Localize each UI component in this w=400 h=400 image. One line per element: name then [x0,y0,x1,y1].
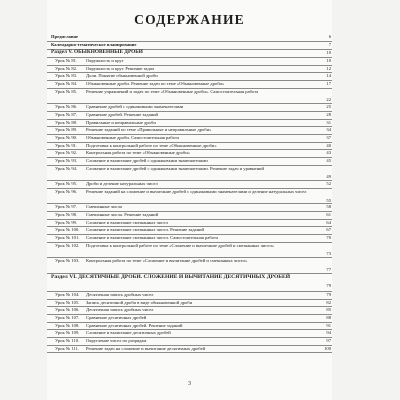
toc-row [47,212,332,220]
toc-entry-title: Сложение и вычитание смешанных чисел [86,219,168,225]
lesson-number: Урок № 89. [55,127,78,133]
toc-entry-title: Окружность и круг. Решение задач [86,65,154,71]
toc-row [47,243,332,259]
toc-page-number: 73 [326,251,331,257]
toc-page-number: 58 [326,204,331,210]
toc-page-number: 6 [328,34,331,39]
lesson-number: Урок № 103. [55,258,80,264]
toc-entry-title: Дроби и деление натуральных чисел [86,181,158,187]
toc-row [47,258,332,274]
toc-page-number: 64 [326,219,331,225]
toc-page-number: 43 [326,150,331,156]
lesson-number: Урок № 82. [55,65,78,71]
toc-page-number: 82 [326,299,331,305]
lesson-number: Урок № 95. [55,181,78,187]
toc-entry-title: Сравнение дробей с одинаковыми знаменателями [86,104,184,110]
toc-page-number: 7 [328,41,331,47]
toc-page-number: 70 [326,235,331,241]
toc-row [47,181,332,189]
toc-entry-title: Подготовка к контрольной работе по теме «Обыкновенные дроби» [86,142,217,148]
lesson-number: Урок № 81. [55,57,78,63]
toc-entry-title: Календарно-тематическое планирование [51,41,137,47]
toc-entry-title: Обыкновенные дроби. Решение задач по теме «Обыкновенные дроби» [86,81,225,87]
toc-entry-title: Округление чисел по разрядам [86,337,147,343]
toc-page-number: 10 [326,57,331,63]
toc-page-number: 49 [326,174,331,180]
toc-row [47,89,332,105]
toc-row [47,323,332,331]
lesson-number: Урок № 102. [55,242,80,248]
toc-entry-title: Решение задач на сложение и вычитание десятичных дробей [86,345,206,351]
toc-entry-title: Контрольная работа по теме «Обыкновенные дроби» [86,150,190,156]
toc-entry-title: Правильные и неправильные дроби [86,119,156,125]
toc-row [47,104,332,112]
toc-entry-title: Сложение и вычитание смешанных чисел. Самостоятельная работа [86,235,219,241]
page-title: СОДЕРЖАНИЕ [134,12,245,27]
toc-row [47,330,332,338]
toc-page-number: 45 [326,158,331,164]
lesson-number: Урок № 109. [55,330,80,336]
toc-row [47,315,332,323]
toc-page-number: 79 [326,291,331,297]
toc-row [47,166,332,182]
lesson-number: Урок № 111. [55,345,80,351]
toc-entry-title: Раздел V. ОБЫКНОВЕННЫЕ ДРОБИ [51,48,143,55]
toc-page-number: 37 [326,134,331,140]
toc-page-number: 88 [326,314,331,320]
lesson-number: Урок № 88. [55,119,78,125]
toc-page-number: 31 [326,119,331,125]
toc-page-number: 34 [326,127,331,133]
toc-row [47,66,332,74]
toc-entry-title: Обыкновенные дроби. Самостоятельная работа [86,134,180,140]
toc-page-number: 97 [326,337,331,343]
toc-page-number: 79 [326,283,331,289]
toc-entry-title: Сложение и вычитание смешанных чисел. Решение заданий [86,227,204,233]
lesson-number: Урок № 85. [55,88,78,94]
toc-row [47,158,332,166]
toc-row [47,143,332,151]
toc-row [47,204,332,212]
toc-row [47,73,332,81]
toc-page-number: 55 [326,197,331,203]
toc-row [47,150,332,158]
lesson-number: Урок № 87. [55,111,78,117]
toc-page-number: 12 [326,65,331,71]
toc-entry-title: Сравнение десятичных дробей. Решение заданий [86,322,183,328]
toc-entry-title: Сравнение десятичных дробей [86,314,147,320]
toc-row [47,112,332,120]
toc-entry-title: Раздел VI. ДЕСЯТИЧНЫЕ ДРОБИ. СЛОЖЕНИЕ И ВЫЧИТАНИЕ ДЕСЯТИЧНЫХ ДРОБЕЙ [51,273,291,280]
toc-page-number: 61 [326,212,331,218]
toc-row [47,120,332,128]
toc-page-number: 100 [324,345,331,351]
lesson-number: Урок № 99. [55,219,78,225]
toc-section-row [47,274,332,292]
toc-entry-title: Подготовка к контрольной работе по теме «Сложение и вычитание дробей и смешанных чисел» [86,242,275,248]
lesson-number: Урок № 96. [55,188,78,194]
toc-entry-title: Сложение и вычитание десятичных дробей [86,330,171,336]
document-page [47,0,332,400]
toc-entry-title: Сложение и вычитание дробей с одинаковыми знаменателями [86,158,208,164]
toc-page-number: 85 [326,307,331,313]
toc-entry-title: Запись десятичной дроби в виде обыкновенной дроби [86,299,193,305]
lesson-number: Урок № 100. [55,227,80,233]
toc-row [47,346,332,354]
toc-entry-title: Сравнение дробей. Решение заданий [86,111,158,117]
toc-entry-title: Контрольная работа по теме «Сложение и вычитание дробей и смешанных чисел» [86,258,248,264]
toc-row [47,300,332,308]
toc-intro-row [47,34,332,42]
toc-entry-title: Решение упражнений и задач по теме «Обыкновенные дроби». Самостоятельная работа [86,88,259,94]
toc-entry-title: Предисловие [51,34,79,39]
toc-row [47,135,332,143]
lesson-number: Урок № 108. [55,322,80,328]
toc-entry-title: Десятичная запись дробных чисел [86,307,154,313]
lesson-number: Урок № 86. [55,104,78,110]
lesson-number: Урок № 90. [55,134,78,140]
lesson-number: Урок № 110. [55,337,80,343]
lesson-number: Урок № 84. [55,81,78,87]
lesson-number: Урок № 101. [55,235,80,241]
toc-row [47,127,332,135]
toc-section-row [47,50,332,58]
lesson-number: Урок № 91. [55,142,78,148]
lesson-number: Урок № 97. [55,204,78,210]
toc-page-number: 52 [326,181,331,187]
lesson-number: Урок № 105. [55,299,80,305]
lesson-number: Урок № 92. [55,150,78,156]
toc-row [47,189,332,205]
toc-row [47,338,332,346]
toc-row [47,81,332,89]
toc-entry-title: Сложение и вычитание дробей с одинаковыми знаменателями. Решение задач и уравнений [86,165,264,171]
toc-entry-title: Смешанные числа. Решение заданий [86,212,159,218]
toc-row [47,292,332,300]
lesson-number: Урок № 93. [55,158,78,164]
table-of-contents [47,34,332,353]
toc-page-number: 17 [326,81,331,87]
toc-entry-title: Доли. Понятие обыкновенной дроби [86,73,158,79]
toc-entry-title: Решение заданий по теме «Правильные и неправильные дроби» [86,127,212,133]
toc-page-number: 67 [326,227,331,233]
toc-entry-title: Решение заданий на сложение и вычитание дробей с одинаковыми знаменателями и деление натуральных чисел [86,188,307,194]
toc-page-number: 94 [326,330,331,336]
toc-page-number: 28 [326,111,331,117]
toc-page-number: 14 [326,73,331,79]
lesson-number: Урок № 104. [55,291,80,297]
lesson-number: Урок № 107. [55,314,80,320]
toc-entry-title: Смешанные числа [86,204,122,210]
toc-page-number: 22 [326,97,331,103]
toc-row [47,220,332,228]
toc-page-number: 10 [326,49,331,55]
toc-entry-title: Окружность и круг [86,57,124,63]
lesson-number: Урок № 106. [55,307,80,313]
toc-page-number: 40 [326,142,331,148]
lesson-number: Урок № 83. [55,73,78,79]
lesson-number: Урок № 94. [55,165,78,171]
toc-entry-title: Десятичная запись дробных чисел [86,291,154,297]
toc-row [47,307,332,315]
lesson-number: Урок № 98. [55,212,78,218]
toc-page-number: 77 [326,266,331,272]
toc-page-number: 25 [326,104,331,110]
toc-row [47,58,332,66]
toc-page-number: 91 [326,322,331,328]
page-number: 3 [188,381,191,387]
toc-row [47,227,332,235]
toc-row [47,235,332,243]
